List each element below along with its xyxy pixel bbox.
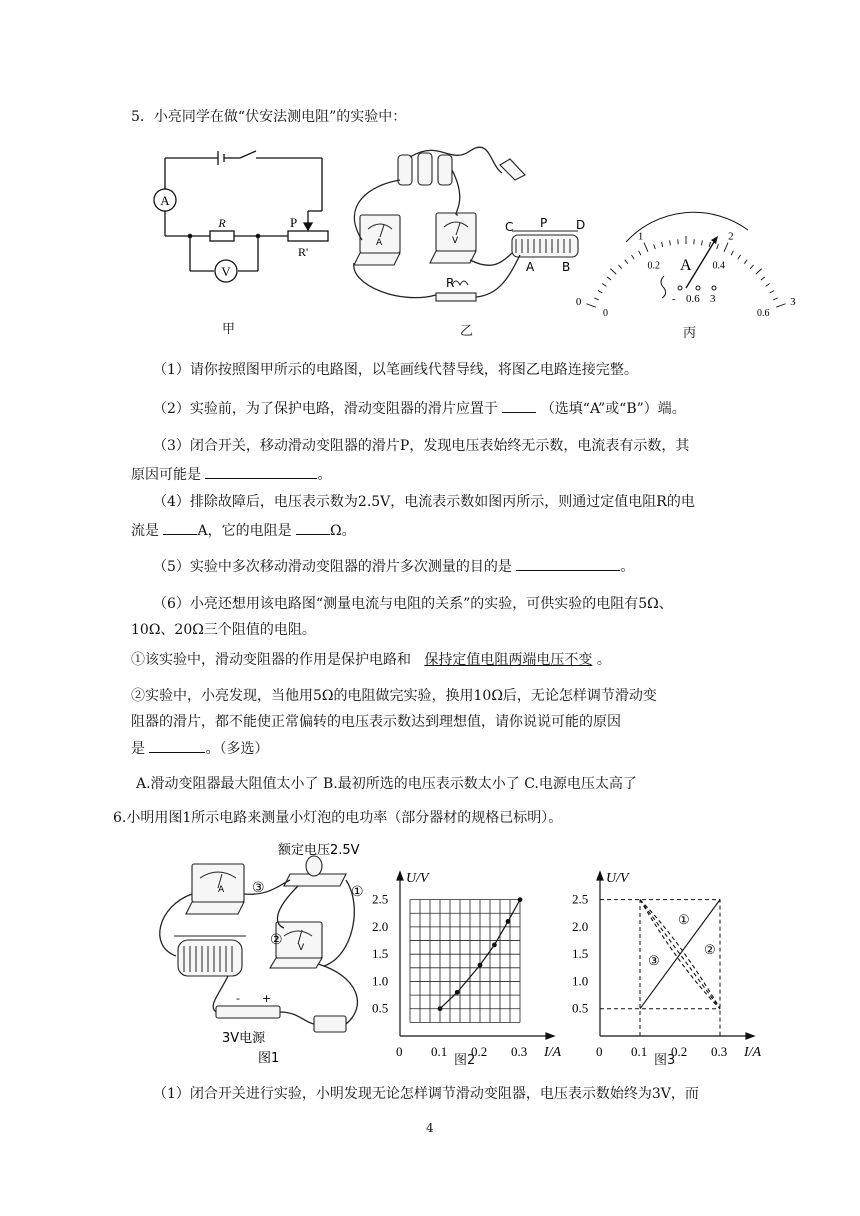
- y-tick-label: 0.5: [372, 1000, 389, 1016]
- q6-item-1: （1）闭合开关进行实验，小明发现无论怎样调节滑动变阻器，电压表示数始终为3V，而: [153, 1086, 699, 1102]
- answer-blank[interactable]: [205, 464, 317, 479]
- x-tick-label: 0.2: [671, 1044, 688, 1059]
- y-tick-label: 1.0: [572, 973, 589, 989]
- fig1-caption: 图1: [258, 1051, 280, 1066]
- q5-item-6: （6）小亮还想用该电路图“测量电流与电阻的关系”的实验，可供实验的电阻有5Ω、: [153, 596, 673, 612]
- rheostat-p: P: [540, 216, 548, 230]
- svg-text:A: A: [376, 238, 383, 248]
- fig2-chart: [370, 866, 570, 1066]
- voltmeter-label: V: [221, 264, 231, 279]
- resistor-label: R: [218, 216, 226, 230]
- q5-item-6b: 10Ω、20Ω三个阻值的电阻。: [131, 622, 316, 638]
- x-tick-label: 0: [596, 1044, 603, 1059]
- meter-unit: A: [680, 257, 692, 274]
- svg-text:-: -: [236, 992, 240, 1005]
- fig1-circuit: [148, 836, 380, 1072]
- q5-item-1: （1）请你按照图甲所示的电路图，以笔画线代替导线，将图乙电路连接完整。: [153, 362, 638, 378]
- data-point: [438, 1006, 443, 1011]
- y-tick-label: 2.5: [572, 891, 589, 907]
- ammeter-dial-bing: [575, 190, 796, 319]
- dial-lower-tick: 0.4: [712, 260, 725, 272]
- dial-upper-tick: 2: [728, 230, 734, 243]
- page-number: 4: [426, 1121, 434, 1135]
- x-axis-label: I/A: [544, 1045, 562, 1060]
- guide-line: [600, 900, 720, 1036]
- rheostat-b: B: [562, 260, 571, 274]
- rheostat-c: C: [505, 220, 514, 234]
- q6-title: 6.小明用图1所示电路来测量小灯泡的电功率（部分器材的规格已标明）。: [113, 810, 563, 826]
- answer-blank[interactable]: [502, 398, 536, 413]
- dial-lower-tick: 0: [602, 307, 608, 319]
- y-tick-label: 2.5: [372, 891, 389, 907]
- y-tick-label: 1.0: [372, 973, 389, 989]
- y-tick-label: 1.5: [572, 946, 589, 962]
- curve-label-3: ③: [648, 953, 660, 969]
- terminal-3: 3: [710, 293, 716, 305]
- q5-options: A.滑动变阻器最大阻值太小了 B.最初所选的电压表示数太小了 C.电源电压太高了: [136, 776, 637, 792]
- y-axis-label: U/V: [606, 871, 629, 886]
- rheostat-a: A: [526, 260, 535, 274]
- svg-text:+: +: [262, 992, 272, 1005]
- terminal-06: 0.6: [686, 293, 700, 305]
- q5-item-4b: 流是 A，它的电阻是 Ω。: [131, 520, 356, 541]
- x-tick-label: 0.1: [431, 1044, 448, 1059]
- answer-blank[interactable]: [163, 520, 197, 535]
- dial-upper-tick: 0: [575, 296, 582, 309]
- curve-label-2: ②: [704, 942, 716, 958]
- y-tick-label: 2.0: [572, 918, 589, 934]
- circle-2: ②: [270, 932, 283, 948]
- x-tick-label: 0.1: [631, 1044, 648, 1059]
- data-point: [518, 897, 523, 902]
- dial-lower-tick: 0.2: [647, 260, 661, 272]
- terminal-neg: -: [672, 293, 676, 305]
- q5-item-6-2b: 阻器的滑片，都不能使正常偏转的电压表示数达到理想值，请你说说可能的原因: [131, 714, 621, 730]
- svg-text:R: R: [446, 276, 455, 290]
- q5-item-6-2: ②实验中，小亮发现，当他用5Ω的电阻做完实验，换用10Ω后，无论怎样调节滑动变: [131, 688, 657, 704]
- q5-item-2: （2）实验前，为了保护电路，滑动变阻器的滑片应置于 （选填“A”或“B”）端。: [153, 398, 686, 419]
- q5-title: 5．小亮同学在做“伏安法测电阻”的实验中：: [131, 109, 407, 125]
- circuit-diagram-jia: [150, 143, 335, 293]
- dial-upper-tick: 3: [790, 296, 796, 309]
- answer-blank[interactable]: [296, 520, 330, 535]
- q5-item-4: （4）排除故障后，电压表示数为2.5V，电流表示数如图丙所示，则通过定值电阻R的电: [153, 494, 695, 510]
- fig1-meter-a: A: [218, 885, 225, 895]
- ammeter-label: A: [160, 193, 170, 208]
- x-tick-label: 0.3: [511, 1044, 528, 1059]
- power-source: 3V电源: [222, 1031, 266, 1046]
- fig-label-jia: 甲: [222, 322, 236, 337]
- circle-3: ③: [252, 880, 265, 896]
- fig1-meter-v: V: [298, 943, 305, 953]
- data-point: [506, 919, 511, 924]
- q5-item-6-1: ①该实验中，滑动变阻器的作用是保护电路和 保持定值电阻两端电压不变 。: [131, 652, 611, 668]
- q5-item-3b: 原因可能是 。: [131, 464, 331, 485]
- fig-label-yi: 乙: [460, 324, 474, 339]
- physical-circuit-yi: [340, 145, 600, 310]
- y-tick-label: 2.0: [372, 918, 389, 934]
- filled-answer: 保持定值电阻两端电压不变: [424, 652, 593, 668]
- x-axis-label: I/A: [744, 1045, 762, 1060]
- y-axis-label: U/V: [406, 871, 429, 886]
- y-tick-label: 0.5: [572, 1000, 589, 1016]
- x-tick-label: 0.3: [711, 1044, 728, 1059]
- dial-lower-tick: 0.6: [757, 307, 770, 319]
- q5-item-5: （5）实验中多次移动滑动变阻器的滑片多次测量的目的是 。: [153, 556, 634, 577]
- data-point: [492, 943, 497, 948]
- answer-blank[interactable]: [149, 738, 205, 753]
- rated-voltage: 额定电压2.5V: [278, 843, 360, 858]
- q5-item-6-2c: 是 。（多选）: [131, 738, 268, 759]
- slider-label: P: [290, 215, 298, 230]
- x-tick-label: 0: [396, 1044, 403, 1059]
- fig3-chart: [570, 866, 770, 1066]
- answer-blank[interactable]: [516, 556, 620, 571]
- x-tick-label: 0.2: [471, 1044, 488, 1059]
- fig3-caption: 图3: [654, 1053, 676, 1068]
- data-point: [478, 963, 483, 968]
- circle-1: ①: [351, 884, 364, 900]
- fig-label-bing: 丙: [683, 326, 697, 341]
- rheostat-label: R': [298, 245, 309, 259]
- data-point: [455, 990, 460, 995]
- dial-upper-tick: 1: [637, 230, 644, 243]
- y-tick-label: 1.5: [372, 946, 389, 962]
- rheostat-d: D: [576, 218, 586, 232]
- fig2-caption: 图2: [454, 1053, 476, 1068]
- q5-item-3: （3）闭合开关，移动滑动变阻器的滑片P，发现电压表始终无示数，电流表有示数，其: [153, 438, 690, 454]
- curve-label-1: ①: [678, 912, 690, 928]
- svg-text:V: V: [452, 236, 459, 246]
